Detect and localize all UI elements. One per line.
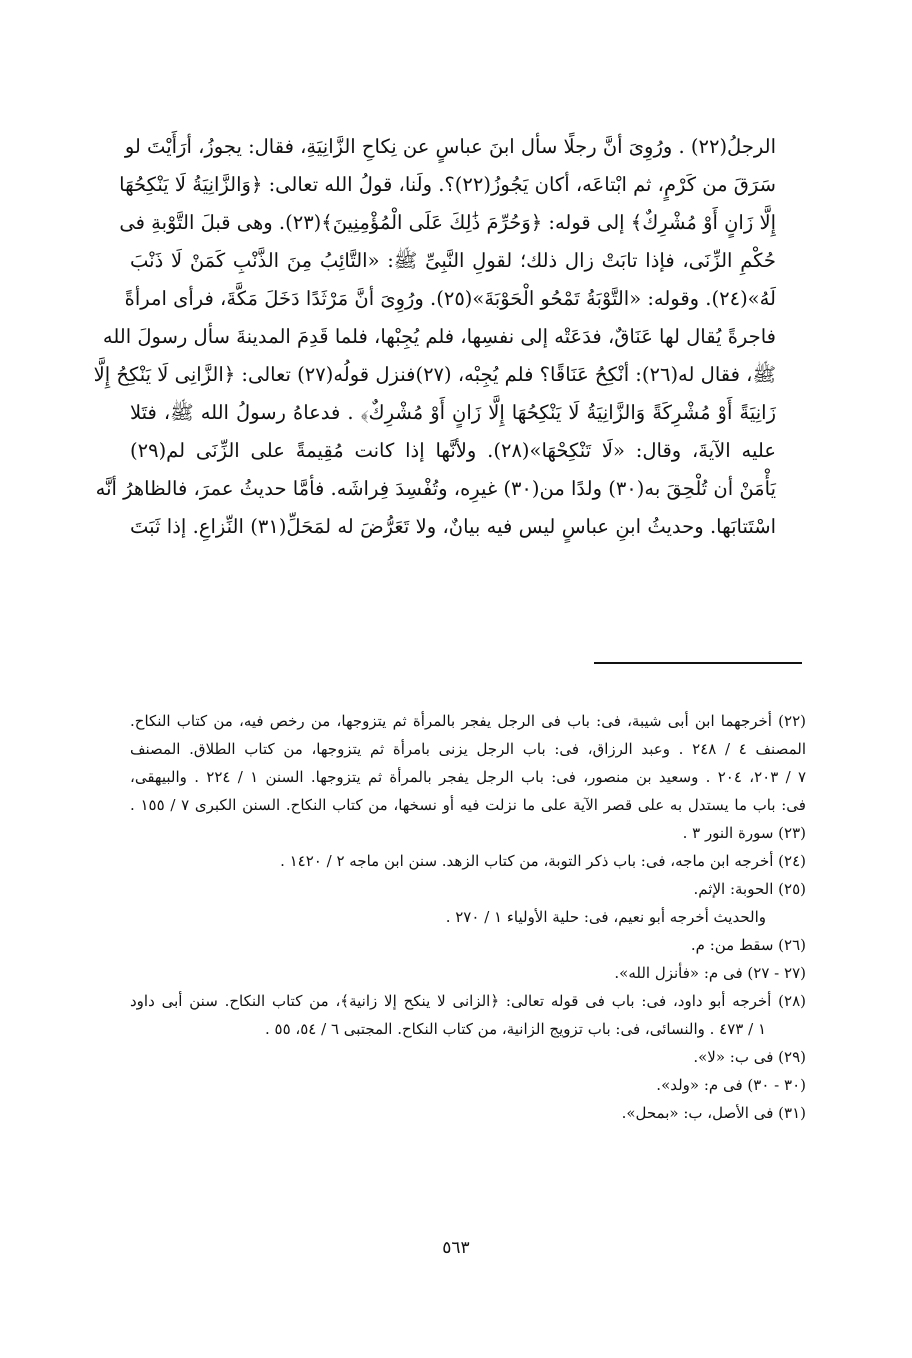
text-line: عليه الآيةَ، وقال: «لَا تَنْكِحْهَا»(٢٨). ولأنَّها إذا كانت مُقِيمةً على الزِّنَى لم(٢٩)	[130, 439, 776, 462]
text-line: إِلَّا زَانٍ أَوْ مُشْرِكٌ﴾ إلى قوله: ﴿وَحُرِّمَ ذَٰلِكَ عَلَى الْمُؤْمِنِينَ﴾(٢٣). وهى قبلَ التَّوْبةِ فى	[119, 211, 776, 234]
footnote-line: (٢٤) أخرجه ابن ماجه، فى: باب ذكر التوبة، من كتاب الزهد. سنن ابن ماجه ٢ / ١٤٢٠ .	[280, 852, 806, 870]
footnote-line: ١ / ٤٧٣ . والنسائى، فى: باب تزويج الزانية، من كتاب النكاح. المجتبى ٦ / ٥٤، ٥٥ .	[264, 1020, 766, 1038]
footnote-line: والحديث أخرجه أبو نعيم، فى: حلية الأولياء ١ / ٢٧٠ .	[445, 908, 766, 926]
footnote-line: المصنف ٤ / ٢٤٨ . وعبد الرزاق، فى: باب الرجل يزنى بامرأة ثم يتزوجها، من كتاب الطلاق. المصنف	[130, 740, 806, 758]
page-number: ٥٦٣	[442, 1238, 470, 1258]
main-text	[93, 128, 776, 546]
footnote-separator	[594, 662, 802, 664]
footnote-line: فى: باب ما يستدل به على قصر الآية على ما نزلت فيه أو نسخها، من كتاب النكاح. السنن الكبرى ٧ / ١٥٥ .	[130, 796, 806, 814]
text-line: فاجرةً يُقال لها عَنَاقٌ، فدَعَتْه إلى نفسِها، فلم يُجِبْها، فلما قَدِمَ المدينةَ سأل رسولَ الله	[102, 325, 776, 348]
text-line: يَأْمَنْ أن تُلْحِقَ به(٣٠) ولدًا من(٣٠) غيرِه، وتُفْسِدَ فِراشَه. فأمَّا حديثُ عمرَ، فالظاهرُ أنَّه	[95, 477, 776, 500]
footnote-line: (٢٦) سقط من: م.	[690, 936, 806, 954]
text-line: حُكْمِ الزِّنَى، فإذا تابَتْ زال ذلك؛ لقولِ النَّبِىِّ ﷺ: «التَّائِبُ مِنَ الذَّنْبِ كَمَنْ لَا ذَنْبَ	[130, 249, 776, 272]
footnote-line: ٧ / ٢٠٣، ٢٠٤ . وسعيد بن منصور، فى: باب الرجل يفجر بالمرأة ثم يتزوجها. السنن ١ / ٢٢٤ . والبيهقى،	[130, 768, 807, 786]
footnote-line: (٢٣) سورة النور ٣ .	[682, 824, 806, 842]
text-line: لَهُ»(٢٤). وقوله: «التَّوْبَةُ تَمْحُو الْحَوْبَةَ»(٢٥). ورُوِىَ أنَّ مَرْثَدًا دَخَلَ مَكَّةَ، فرأى امرأةً	[124, 287, 776, 310]
footnote-line: (٢٢) أخرجهما ابن أبى شيبة، فى: باب فى الرجل يفجر بالمرأة ثم يتزوجها، من رخص فيه، من كتاب النكاح.	[130, 712, 806, 730]
footnotes	[130, 707, 806, 1127]
footnote-line: (٣١) فى الأصل، ب: «بمحل».	[621, 1104, 806, 1122]
footnote-line: (٢٨) أخرجه أبو داود، فى: باب فى قوله تعالى: ﴿الزانى لا ينكح إلا زانية﴾، من كتاب النكاح. سنن أبى داود	[130, 992, 806, 1010]
text-line: ﷺ، فقال له(٢٦): أنْكِحُ عَنَاقًا؟ فلم يُجِبْه، (٢٧)فنزل قولُه(٢٧) تعالى: ﴿الزَّانِى لَا يَنْكِحُ إِلَّا	[93, 363, 776, 386]
text-line: الرجلُ(٢٢) . ورُوِىَ أنَّ رجلًا سأل ابنَ عباسٍ عن نِكاحِ الزَّانِيَةِ، فقال: يجوزُ، أرَأَيْتَ لو	[124, 135, 776, 158]
footnote-line: (٢٩) فى ب: «لا».	[693, 1048, 806, 1066]
footnote-line: (٣٠ - ٣٠) فى م: «ولد».	[656, 1076, 806, 1094]
text-line: سَرَقَ من كَرْمٍ، ثم ابْتاعَه، أكان يَجُوزُ(٢٢)؟. ولَنا، قولُ الله تعالى: ﴿وَالزَّانِيَةُ لَا يَنْكِحُهَا	[119, 173, 776, 196]
text-line: زَانِيَةً أَوْ مُشْرِكَةً وَالزَّانِيَةُ لَا يَنْكِحُهَا إِلَّا زَانٍ أَوْ مُشْرِكٌ﴾ . فدعاهُ رسولُ الله ﷺ، فتَلا	[130, 401, 776, 424]
footnote-line: (٢٧ - ٢٧) فى م: «فأنزل الله».	[614, 964, 806, 982]
footnote-line: (٢٥) الحوبة: الإثم.	[693, 880, 806, 898]
text-line: اسْتَتابَها. وحديثُ ابنِ عباسٍ ليس فيه بيانٌ، ولا تَعَرُّضَ له لمَحَلِّ(٣١) النِّزاعِ. إذا ثَبَتَ	[130, 515, 776, 538]
